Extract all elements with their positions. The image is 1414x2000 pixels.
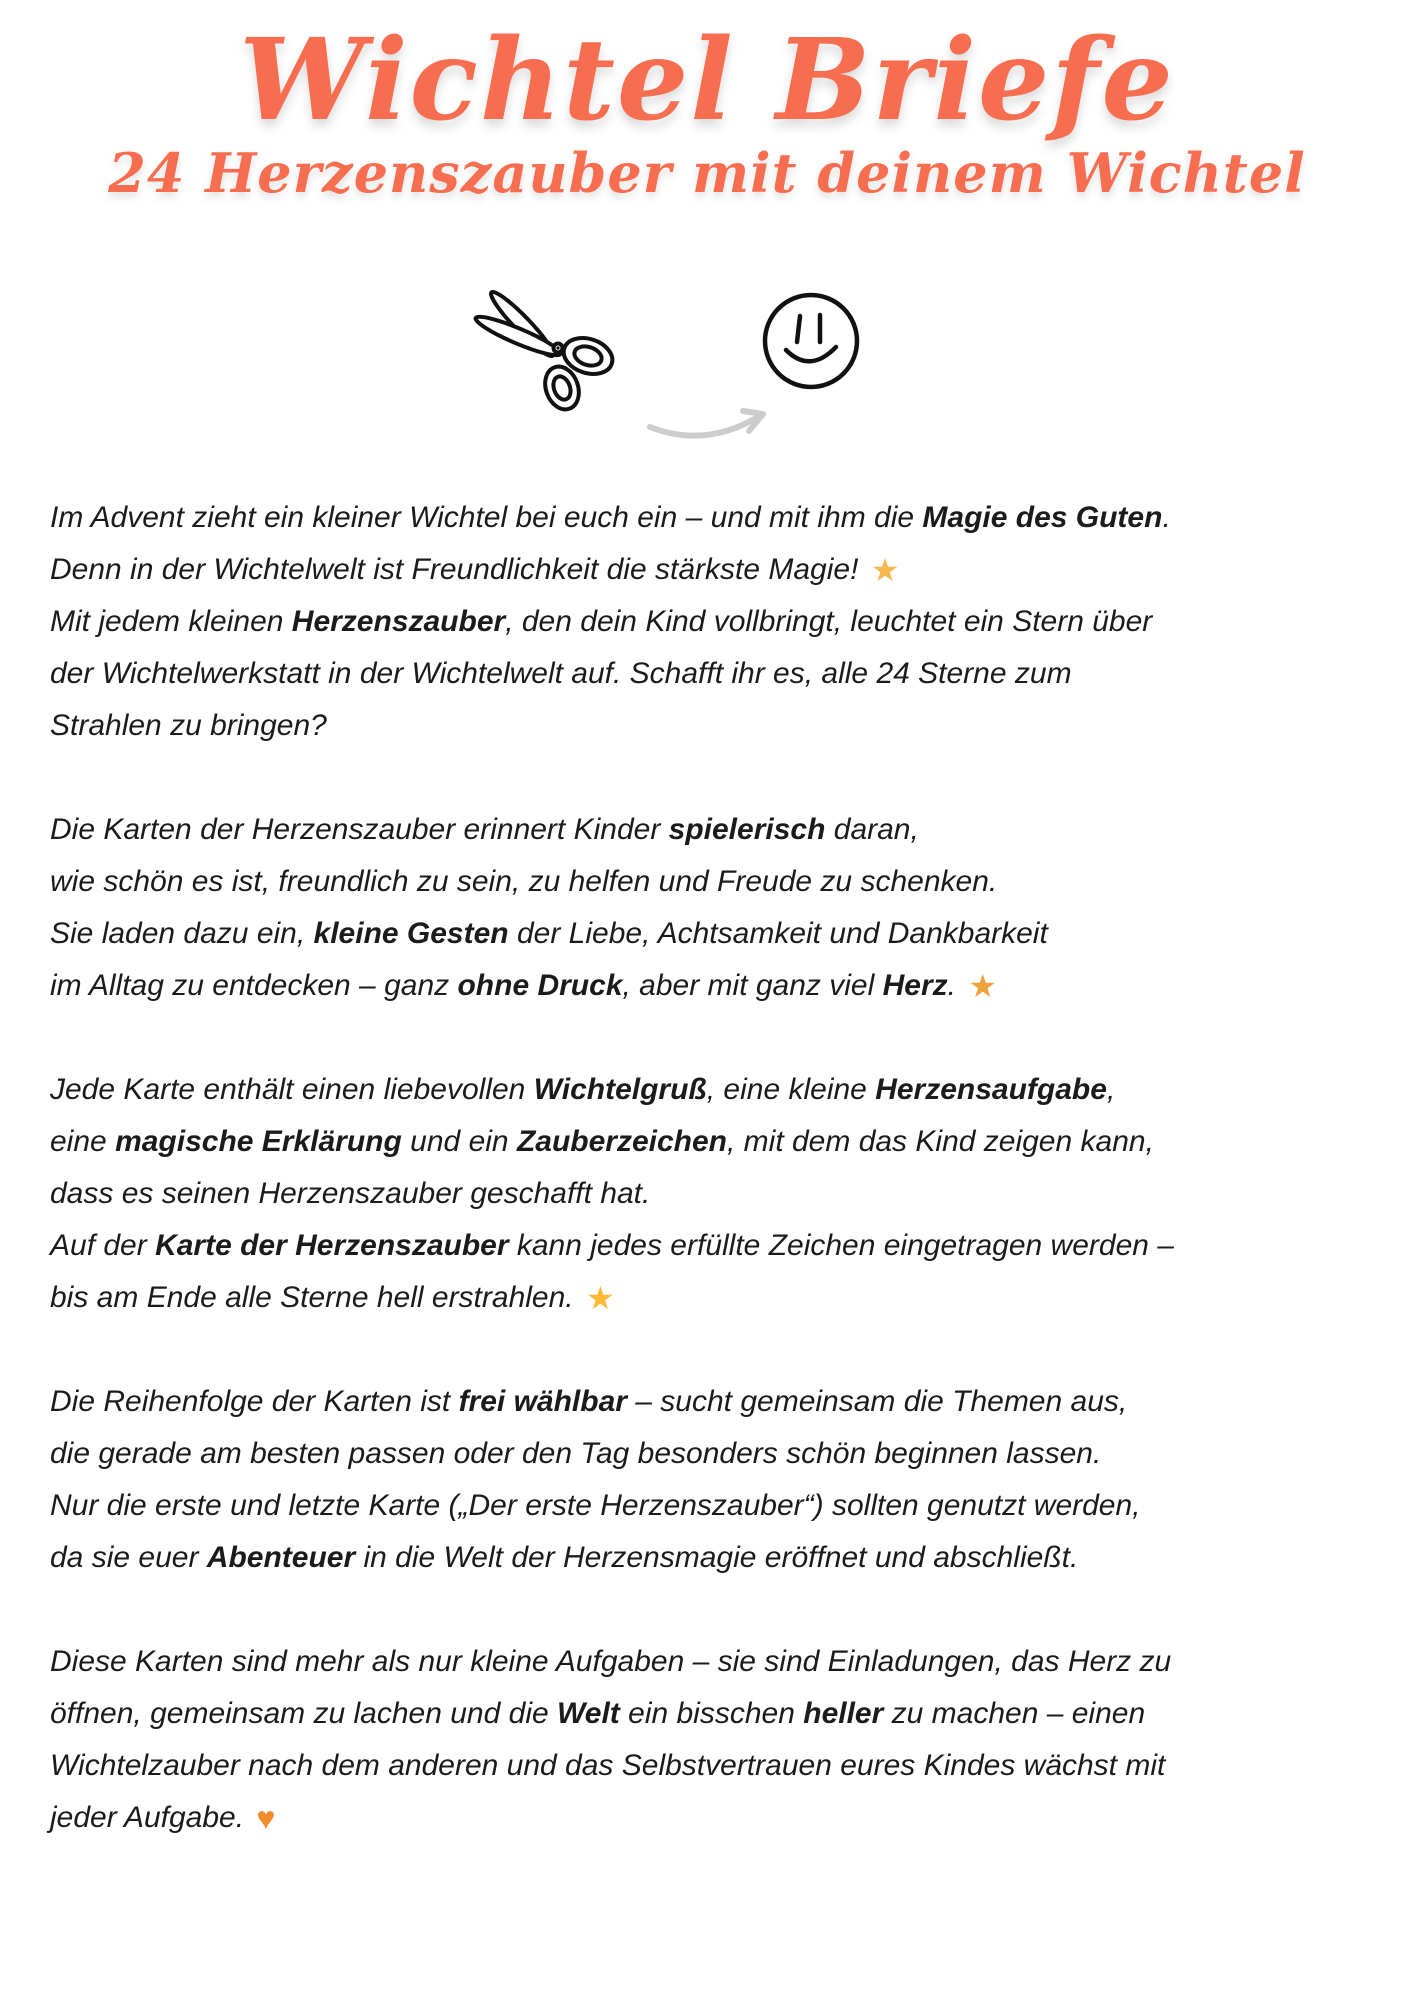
curved-arrow-icon <box>645 405 773 453</box>
page-subtitle: 24 Herzenszauber mit deinem Wichtel <box>108 140 1306 205</box>
paragraph-card-order: Die Reihenfolge der Karten ist frei wählbar – sucht gemeinsam die Themen aus, die gerade am besten passen oder den Tag besonders schön beginnen lassen. Nur die erste und letzte Karte („Der erste Herzenszauber“) sollten genutzt werden, da sie euer Abenteuer in die Welt der Herzensmagie eröffnet und abschließt. <box>50 1385 1141 1574</box>
sparkles-emoji-icon: ★ <box>870 552 900 588</box>
scissors-icon <box>470 290 630 415</box>
paragraph-closing: Diese Karten sind mehr als nur kleine Aufgaben – sie sind Einladungen, das Herz zu öffnen, gemeinsam zu lachen und die Welt ein bisschen heller zu machen – einen Wichtelzauber nach dem anderen und das Selbstvertrauen eures Kindes wächst mit jeder Aufgabe. ♥ <box>50 1645 1172 1836</box>
dizzy-star-emoji-icon: ★ <box>968 968 998 1004</box>
glowing-star-emoji-icon: ★ <box>585 1280 615 1316</box>
document-body <box>50 492 1380 1896</box>
paragraph-cards-remind: Die Karten der Herzenszauber erinnert Kinder spielerisch daran, wie schön es ist, freundlich zu sein, zu helfen und Freude zu schenken. Sie laden dazu ein, kleine Gesten der Liebe, Achtsamkeit und Dankbarkeit im Alltag zu entdecken – ganz ohne Druck, aber mit ganz viel Herz. ★ <box>50 813 1048 1004</box>
orange-heart-emoji-icon: ♥ <box>256 1800 276 1836</box>
document-header <box>0 15 1414 205</box>
page-title: Wichtel Briefe <box>239 15 1175 146</box>
paragraph-card-contents: Jede Karte enthält einen liebevollen Wichtelgruß, eine kleine Herzensaufgabe, eine magische Erklärung und ein Zauberzeichen, mit dem das Kind zeigen kann, dass es seinen Herzenszauber geschafft hat. Auf der Karte der Herzenszauber kann jedes erfüllte Zeichen eingetragen werden – bis am Ende alle Sterne hell erstrahlen. ★ <box>50 1073 1174 1316</box>
smiley-face-icon <box>760 290 862 392</box>
paragraph-intro: Im Advent zieht ein kleiner Wichtel bei euch ein – und mit ihm die Magie des Guten. Denn in der Wichtelwelt ist Freundlichkeit die stärkste Magie! ★ Mit jedem kleinen Herzenszauber, den dein Kind vollbringt, leuchtet ein Stern über der Wichtelwerkstatt in der Wichtelwelt auf. Schafft ihr es, alle 24 Sterne zum Strahlen zu bringen? <box>50 501 1171 742</box>
